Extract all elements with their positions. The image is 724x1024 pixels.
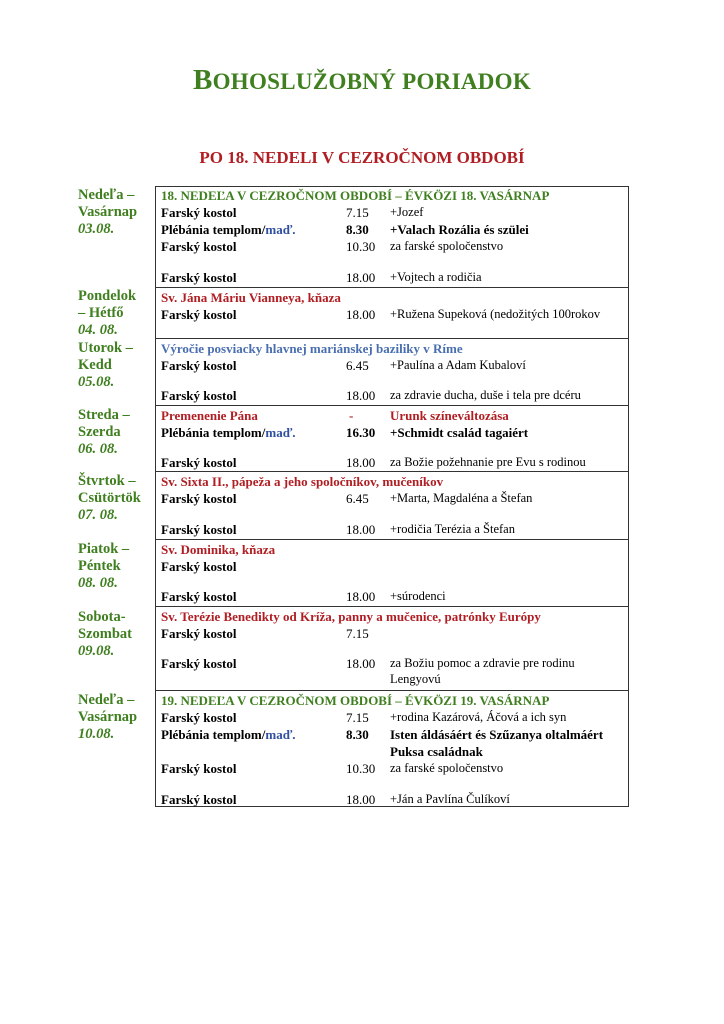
day-label-thursday: Štvrtok – Csütörtök 07. 08. <box>78 473 141 523</box>
schedule-block-tuesday <box>156 338 628 406</box>
feast-heading: Sv. Sixta II., pápeža a jeho spoločníkov, mučeníkov <box>161 474 444 489</box>
feast-heading: Sv. Jána Máriu Vianneya, kňaza <box>161 290 341 305</box>
schedule-block-saturday <box>156 606 628 691</box>
schedule-block-sunday-2 <box>156 690 628 807</box>
mass-row-continued: Puksa családnak <box>390 744 483 759</box>
title-rest: OHOSLUŽOBNÝ PORIADOK <box>212 69 532 94</box>
day-label-tuesday: Utorok – Kedd 05.08. <box>78 340 133 390</box>
mass-row: Plébánia templom/maď. 8.30 Isten áldásáért és Szűzanya oltalmáért <box>161 727 604 742</box>
mass-row: Farský kostol 10.30 za farské spoločenstvo <box>161 239 504 254</box>
mass-row: Farský kostol 18.00 za Božie požehnanie pre Evu s rodinou <box>161 455 586 470</box>
day-label-sunday-1: Nedeľa – Vasárnap 03.08. <box>78 187 138 237</box>
mass-row: Farský kostol 18.00 +Ružena Supeková (nedožitých 100rokov <box>161 307 601 322</box>
mass-row: Farský kostol 7.15 +rodina Kazárová, Áčová a ich syn <box>161 710 567 725</box>
mass-row: Farský kostol 7.15 <box>161 626 369 641</box>
feast-heading: Sv. Dominika, kňaza <box>161 542 276 557</box>
feast-heading: Premenenie Pána <box>161 408 258 423</box>
mass-row: Farský kostol 6.45 +Marta, Magdaléna a Štefan <box>161 491 533 506</box>
mass-row: Plébánia templom/maď. 16.30 +Schmidt család tagaiért <box>161 425 529 440</box>
schedule-table <box>155 186 629 807</box>
day-label-monday: Pondelok – Hétfő 04. 08. <box>78 288 137 338</box>
schedule-block-sunday-1 <box>156 187 628 287</box>
mass-row: Farský kostol 18.00 +súrodenci <box>161 589 446 604</box>
feast-heading: 19. NEDEĽA V CEZROČNOM OBDOBÍ – ÉVKÖZI 19. VASÁRNAP <box>161 693 550 708</box>
mass-row: Plébánia templom/maď. 8.30 +Valach Rozália és szülei <box>161 222 529 237</box>
day-label-wednesday: Streda – Szerda 06. 08. <box>78 407 130 457</box>
mass-row: Farský kostol 18.00 za Božiu pomoc a zdravie pre rodinu <box>161 656 575 671</box>
mass-row: Farský kostol 18.00 +Vojtech a rodičia <box>161 270 482 285</box>
feast-heading: Výročie posviacky hlavnej mariánskej baziliky v Ríme <box>161 341 463 356</box>
feast-heading-hungarian: Urunk színeváltozása <box>390 408 509 423</box>
mass-row-continued: Lengyovú <box>390 672 441 686</box>
schedule-block-friday <box>156 539 628 607</box>
page-title <box>0 64 724 97</box>
schedule-block-wednesday <box>156 405 628 472</box>
schedule-block-thursday <box>156 471 628 540</box>
mass-row: Farský kostol 18.00 za zdravie ducha, duše i tela pre dcéru <box>161 388 581 403</box>
schedule-block-monday <box>156 287 628 339</box>
feast-heading: Sv. Terézie Benedikty od Kríža, panny a mučenice, patrónky Európy <box>161 609 541 624</box>
mass-row: Farský kostol <box>161 559 237 574</box>
day-label-sunday-2: Nedeľa – Vasárnap 10.08. <box>78 692 138 742</box>
mass-row: Farský kostol 18.00 +rodičia Terézia a Štefan <box>161 522 515 537</box>
feast-heading-dash: - <box>349 408 354 423</box>
mass-row: Farský kostol 18.00 +Ján a Pavlína Čulíkoví <box>161 792 510 807</box>
mass-row: Farský kostol 6.45 +Paulína a Adam Kubaloví <box>161 358 526 373</box>
day-label-friday: Piatok – Péntek 08. 08. <box>78 541 130 591</box>
feast-heading: 18. NEDEĽA V CEZROČNOM OBDOBÍ – ÉVKÖZI 18. VASÁRNAP <box>161 188 550 203</box>
mass-row: Farský kostol 10.30 za farské spoločenstvo <box>161 761 504 776</box>
title-initial: B <box>192 64 213 96</box>
mass-row: Farský kostol 7.15 +Jozef <box>161 205 424 220</box>
page-subtitle: PO 18. NEDELI V CEZROČNOM OBDOBÍ <box>199 148 525 167</box>
day-label-saturday: Sobota- Szombat 09.08. <box>78 609 132 659</box>
